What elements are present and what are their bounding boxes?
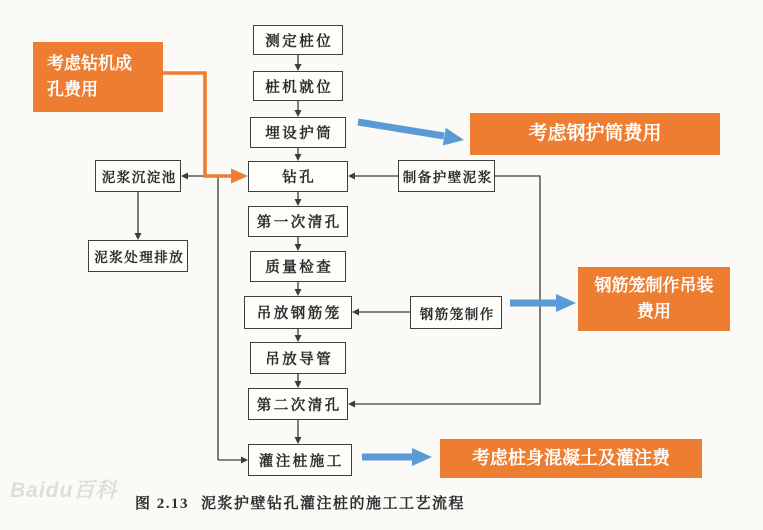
callout-cage-cost-line1: 钢筋笼制作吊装 bbox=[594, 275, 714, 295]
flow-step-drilling: 钻孔 bbox=[248, 161, 348, 192]
flow-step-install-casing: 埋设护筒 bbox=[250, 117, 346, 148]
callout-casing-cost-label: 考虑钢护筒费用 bbox=[528, 123, 662, 145]
figure-caption-number: 图 2.13 bbox=[134, 496, 189, 512]
flow-step-second-hole-cleaning: 第二次清孔 bbox=[248, 388, 348, 420]
flow-step-prepare-wall-slurry: 制备护壁泥浆 bbox=[398, 160, 495, 192]
flow-step-measure-pile-position: 测定桩位 bbox=[253, 25, 343, 55]
callout-drill-cost-line2: 孔费用 bbox=[47, 80, 98, 99]
figure-caption-title: 泥浆护壁钻孔灌注桩的施工工艺流程 bbox=[201, 496, 466, 512]
flow-step-first-hole-cleaning: 第一次清孔 bbox=[248, 206, 348, 237]
flow-step-lower-tremie-pipe: 吊放导管 bbox=[250, 342, 346, 374]
figure-caption bbox=[120, 492, 480, 513]
callout-drill-cost bbox=[33, 42, 163, 112]
baidu-baike-watermark: Baidu百科 bbox=[10, 479, 118, 502]
arrow-slurry-to-drilling bbox=[348, 173, 398, 180]
flow-step-pile-rig-in-position: 桩机就位 bbox=[253, 71, 343, 101]
main-flow-arrows bbox=[295, 55, 302, 444]
flow-step-pile-pouring: 灌注桩施工 bbox=[248, 444, 352, 476]
line-tank-pouring-loop bbox=[181, 173, 248, 464]
arrow-cage-to-cost bbox=[510, 294, 576, 312]
arrow-casing-to-cost bbox=[358, 122, 464, 146]
arrow-tank-to-discharge bbox=[135, 192, 142, 240]
callout-casing-cost bbox=[470, 113, 720, 155]
flow-step-mud-sedimentation-tank: 泥浆沉淀池 bbox=[95, 160, 181, 192]
callout-cage-cost bbox=[578, 267, 730, 331]
arrow-pouring-to-cost bbox=[362, 448, 432, 466]
callout-pour-cost-label: 考虑桩身混凝土及灌注费 bbox=[472, 447, 670, 468]
flow-step-mud-treatment-discharge: 泥浆处理排放 bbox=[88, 240, 188, 272]
arrow-cage-to-lowering bbox=[352, 309, 410, 316]
callout-drill-cost-line1: 考虑钻机成 bbox=[47, 53, 132, 73]
flow-step-quality-inspection: 质量检查 bbox=[250, 251, 346, 282]
line-slurry-to-second-cleaning bbox=[348, 176, 540, 408]
flow-step-rebar-cage-fabrication: 钢筋笼制作 bbox=[410, 296, 502, 329]
flow-step-lower-rebar-cage: 吊放钢筋笼 bbox=[244, 296, 352, 329]
callout-pour-cost bbox=[440, 439, 702, 478]
callout-cage-cost-line2: 费用 bbox=[637, 302, 671, 321]
